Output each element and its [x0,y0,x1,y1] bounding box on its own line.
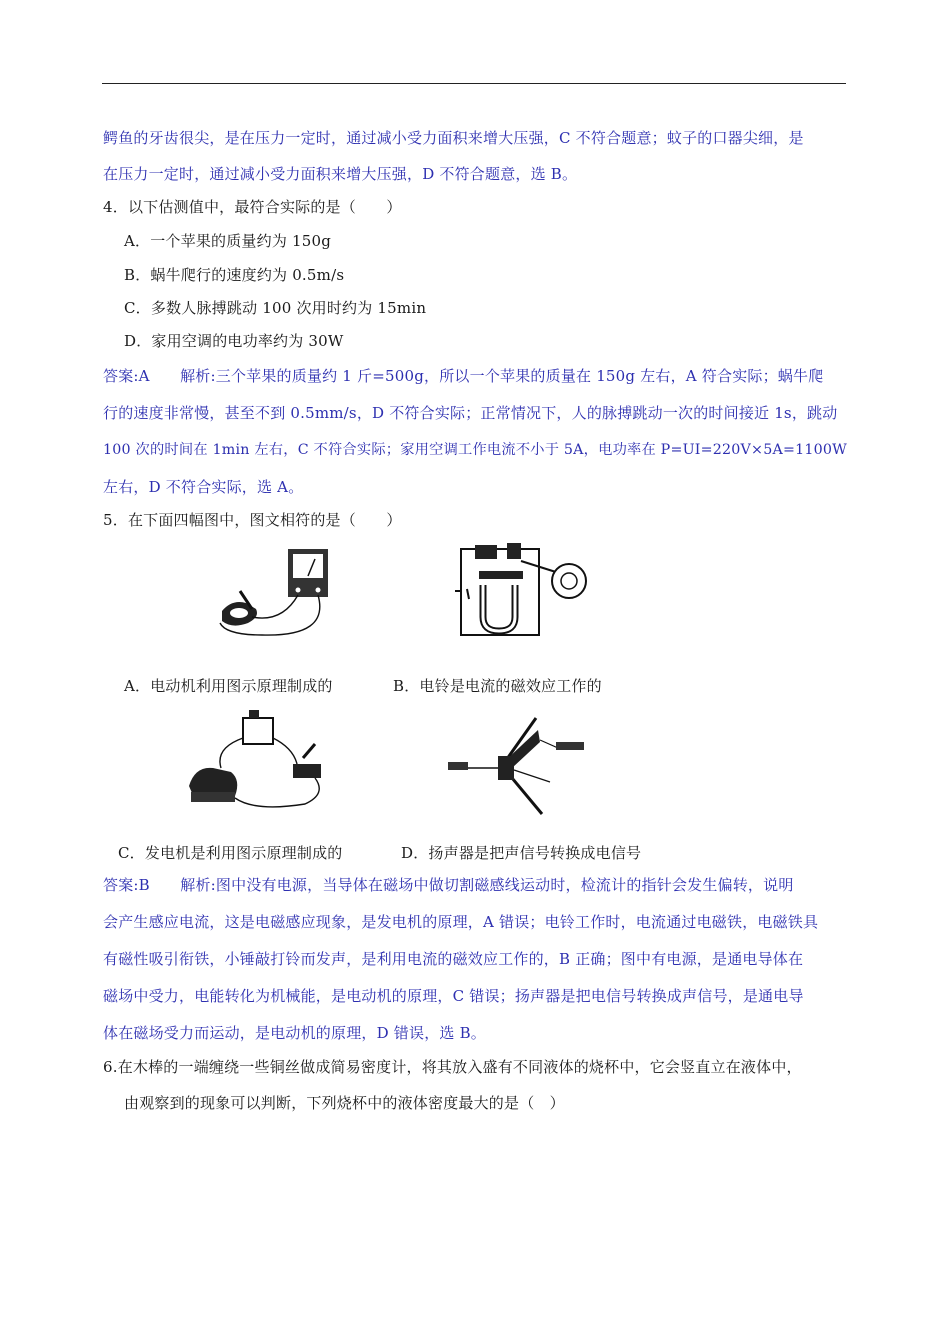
prev-answer-line-1: 鳄鱼的牙齿很尖，是在压力一定时，通过减小受力面积来增大压强，C 不符合题意；蚊子的口器尖细，是 [103,129,804,147]
q5-answer-line-2: 会产生感应电流，这是电磁感应现象，是发电机的原理，A 错误；电铃工作时，电流通过电磁铁，电磁铁具 [103,913,819,931]
q4-answer-line-3: 100 次的时间在 1min 左右，C 不符合实际；家用空调工作电流不小于 5A，电功率在 P=UI=220V×5A=1100W [103,442,847,458]
question-5-stem: 5．在下面四幅图中，图文相符的是（ ） [103,511,402,529]
q4-answer-line-1: 答案:A 解析:三个苹果的质量约 1 斤=500g，所以一个苹果的质量在 150g 左右，A 符合实际；蜗牛爬 [103,367,824,385]
q4-option-a: A．一个苹果的质量约为 150g [124,232,332,250]
question-6-stem-line-1: 6.在木棒的一端缠绕一些铜丝做成简易密度计，将其放入盛有不同液体的烧杯中，它会竖直立在液体中， [103,1058,802,1076]
q5-caption-c: C．发电机是利用图示原理制成的 [118,844,343,862]
q5-answer-line-3: 有磁性吸引衔铁，小锤敲打铃而发声，是利用电流的磁效应工作的，B 正确；图中有电源，是通电导体在 [103,950,804,968]
q4-option-c: C．多数人脉搏跳动 100 次用时约为 15min [124,299,427,317]
q4-answer-line-2: 行的速度非常慢，甚至不到 0.5mm/s，D 不符合实际；正常情况下，人的脉搏跳动一次的时间接近 1s，跳动 [103,404,838,422]
q5-answer-line-5: 体在磁场受力而运动，是电动机的原理，D 错误，选 B。 [103,1024,486,1042]
q4-option-b: B．蜗牛爬行的速度约为 0.5m/s [124,266,345,284]
q5-answer-line-1: 答案:B 解析:图中没有电源，当导体在磁场中做切割磁感线运动时，检流计的指针会发生偏转，说明 [103,876,794,894]
figure-a-induction [212,543,340,639]
figure-d-loudspeaker [446,712,586,818]
prev-answer-line-2: 在压力一定时，通过减小受力面积来增大压强，D 不符合题意，选 B。 [103,165,578,183]
q5-caption-a: A．电动机利用图示原理制成的 [124,677,333,695]
question-6-stem-line-2: 由观察到的现象可以判断，下列烧杯中的液体密度最大的是（ ） [124,1094,565,1112]
q5-answer-line-4: 磁场中受力，电能转化为机械能，是电动机的原理，C 错误；扬声器是把电信号转换成声信号，是通电导 [103,987,804,1005]
figure-c-motor [185,708,333,814]
q5-caption-b: B．电铃是电流的磁效应工作的 [393,677,602,695]
q4-answer-line-4: 左右，D 不符合实际，选 A。 [103,478,304,496]
figure-b-electric-bell [455,541,595,641]
header-rule [102,83,846,84]
q5-caption-d: D．扬声器是把声信号转换成电信号 [401,844,642,862]
q4-option-d: D．家用空调的电功率约为 30W [124,332,344,350]
question-4-stem: 4．以下估测值中，最符合实际的是（ ） [103,198,402,216]
